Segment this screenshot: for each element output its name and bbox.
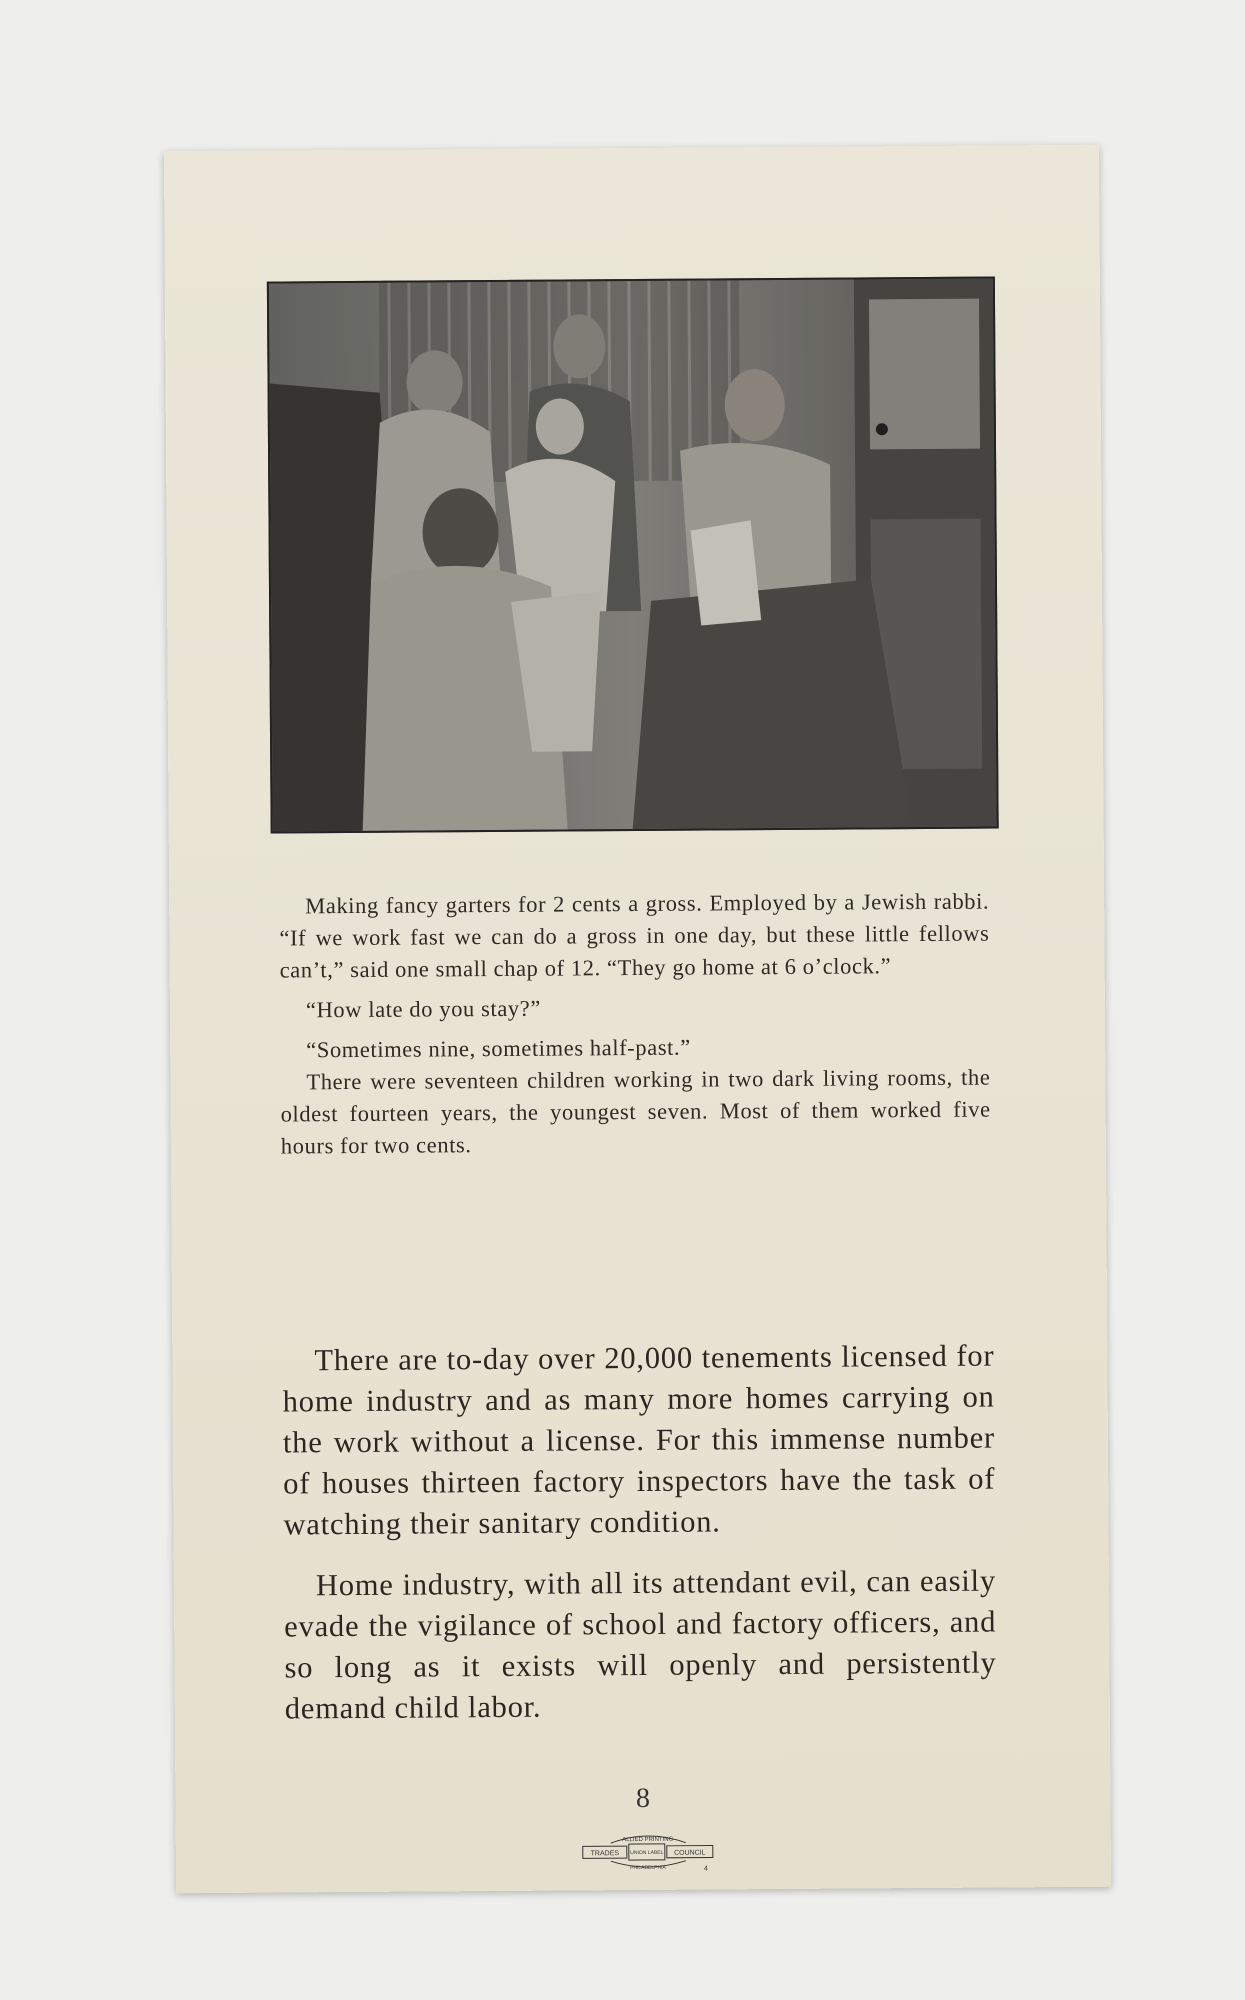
body-paragraph: Home industry, with all its attendant evil, can easily evade the vigilance of school and factory officers, and so long as it exists will openly and persistently demand child labor. [284,1563,997,1726]
union-label-bottom: PHILADELPHIA [629,1864,666,1872]
union-label-top: ALLIED PRINTING [622,1836,674,1844]
caption-paragraph: There were seventeen children working in two dark living rooms, the oldest fourteen years, the youngest seven. Most of them worked five hours for two cents. [280,1064,991,1159]
union-label-right: COUNCIL [674,1849,706,1857]
body-text [282,1336,997,1750]
union-label-logo [581,1830,716,1873]
union-label-left: TRADES [590,1850,620,1858]
body-paragraph: There are to-day over 20,000 tenements licensed for home industry and as many more homes carrying on the work without a license. For this immense number of houses thirteen factory inspectors have the task of watching their sanitary condition. [282,1338,996,1542]
caption-paragraph: “How late do you stay?” [305,995,541,1023]
page-number: 8 [635,1782,651,1815]
photograph-icon [269,279,997,832]
photo-caption [279,886,991,1163]
union-label-number: 4 [703,1865,708,1873]
union-label-center: UNION LABEL [630,1849,664,1857]
union-bug-icon [581,1830,716,1873]
family-photograph [267,276,999,833]
caption-paragraph: Making fancy garters for 2 cents a gross. Employed by a Jewish rabbi. “If we work fast we can do a gross in one day, but these little fellows can’t,” said one small chap of 12. “They go home at 6 o’clock.” [279,888,990,983]
booklet-page [164,145,1111,1893]
caption-paragraph: “Sometimes nine, sometimes half-past.” [306,1034,691,1063]
